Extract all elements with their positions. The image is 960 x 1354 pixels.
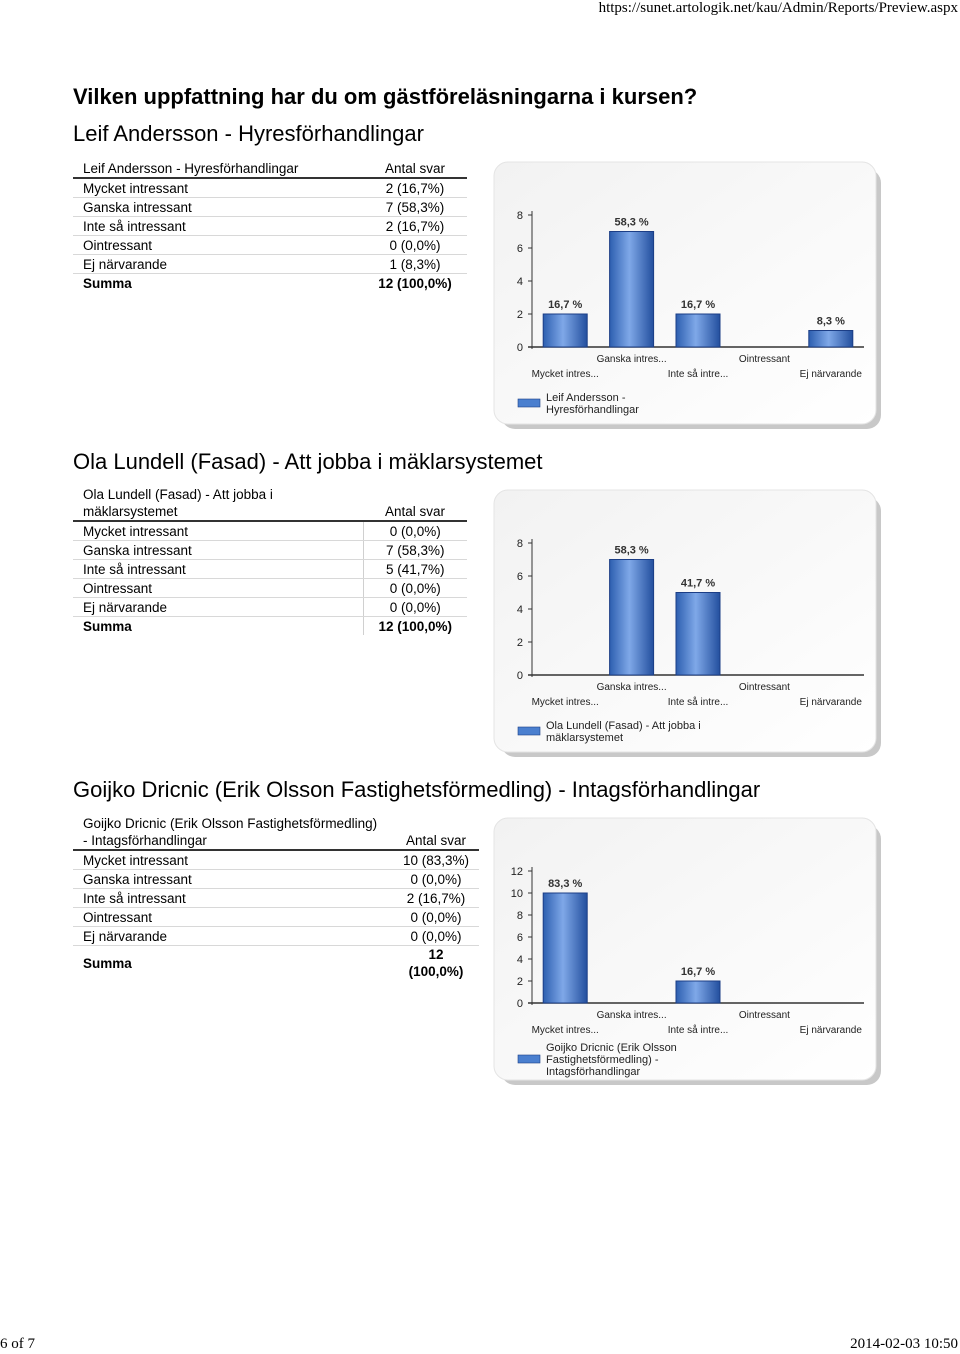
legend-label: Ola Lundell (Fasad) - Att jobba i mäklarsystemet bbox=[546, 720, 701, 744]
sum-row: Summa 12 (100,0%) bbox=[83, 275, 452, 291]
section-2-title: Ola Lundell (Fasad) - Att jobba i mäklarsystemet bbox=[73, 449, 543, 474]
sum-row: Summa 12 (100,0%) bbox=[73, 617, 467, 636]
legend-swatch bbox=[518, 399, 540, 407]
section-1-chart bbox=[492, 160, 884, 432]
data-label: 58,3 % bbox=[614, 544, 649, 557]
section-3-title: Goijko Dricnic (Erik Olsson Fastighetsförmedling) - Intagsförhandlingar bbox=[73, 777, 761, 802]
y-tick-label: 0 bbox=[516, 670, 523, 682]
table-row: Ointressant 0 (0,0%) bbox=[73, 579, 467, 598]
y-tick-label: 6 bbox=[516, 243, 523, 255]
data-label: 16,7 % bbox=[680, 966, 716, 978]
category-label: Inte så intre... bbox=[667, 1025, 729, 1036]
section-1-title: Leif Andersson - Hyresförhandlingar bbox=[73, 121, 424, 146]
section-3-chart bbox=[492, 816, 884, 1088]
bar-chart bbox=[492, 160, 884, 432]
category-label: Mycket intres... bbox=[531, 369, 599, 380]
table-row: Mycket intressant 0 (0,0%) bbox=[73, 521, 467, 541]
y-tick-label: 4 bbox=[516, 276, 523, 288]
table-header: Ola Lundell (Fasad) - Att jobba i mäklarsystemet bbox=[73, 486, 363, 521]
data-label: 16,7 % bbox=[680, 299, 716, 311]
bar bbox=[676, 981, 720, 1003]
count-header: Antal svar bbox=[393, 815, 479, 850]
data-label: 58,3 % bbox=[614, 216, 649, 229]
table-row: Ganska intressant 0 (0,0%) bbox=[73, 870, 479, 889]
y-tick-label: 4 bbox=[516, 604, 523, 616]
table-row: Inte så intressant 5 (41,7%) bbox=[73, 560, 467, 579]
category-label: Ganska intres... bbox=[596, 682, 667, 693]
section-3-table bbox=[73, 815, 479, 980]
category-label: Ej närvarande bbox=[799, 697, 862, 708]
legend-label: Leif Andersson -Hyresförhandlingar bbox=[546, 392, 639, 416]
section-2-chart bbox=[492, 488, 884, 760]
bar bbox=[676, 314, 720, 347]
category-label: Ointressant bbox=[738, 354, 790, 365]
data-label: 83,3 % bbox=[548, 878, 583, 890]
bar bbox=[610, 560, 654, 676]
table-row: Inte så intressant 2 (16,7%) bbox=[73, 889, 479, 908]
table-row: Mycket intressant 10 (83,3%) bbox=[73, 850, 479, 870]
y-tick-label: 2 bbox=[516, 309, 523, 321]
category-label: Ointressant bbox=[738, 682, 790, 693]
y-tick-label: 6 bbox=[516, 932, 523, 944]
question-title: Vilken uppfattning har du om gästföreläsningarna i kursen? bbox=[73, 84, 698, 109]
table-row: Ej närvarande 1 (8,3%) bbox=[73, 255, 467, 274]
sum-row: Summa 12 (100,0%) bbox=[83, 947, 464, 979]
y-tick-label: 0 bbox=[516, 998, 523, 1010]
category-label: Ganska intres... bbox=[596, 1010, 667, 1021]
bar bbox=[676, 593, 720, 676]
print-timestamp: 2014-02-03 10:50 bbox=[850, 1336, 958, 1352]
data-label: 41,7 % bbox=[680, 577, 716, 590]
y-tick-label: 12 bbox=[510, 866, 523, 878]
count-header: Antal svar bbox=[363, 159, 467, 178]
table-row: Ganska intressant 7 (58,3%) bbox=[73, 198, 467, 217]
table-row: Ganska intressant 7 (58,3%) bbox=[73, 541, 467, 560]
table-row: Ej närvarande 0 (0,0%) bbox=[73, 927, 479, 946]
category-label: Inte så intre... bbox=[667, 369, 729, 380]
y-tick-label: 10 bbox=[510, 888, 523, 900]
y-tick-label: 2 bbox=[516, 976, 523, 988]
data-label: 8,3 % bbox=[816, 315, 845, 328]
chart-frame bbox=[494, 162, 876, 424]
section-2-table bbox=[73, 486, 467, 635]
table-header: Goijko Dricnic (Erik Olsson Fastighetsförmedling) - Intagsförhandlingar bbox=[73, 815, 393, 850]
legend-swatch bbox=[518, 727, 540, 735]
data-label: 16,7 % bbox=[548, 299, 583, 311]
y-tick-label: 4 bbox=[516, 954, 523, 966]
y-tick-label: 8 bbox=[516, 910, 523, 922]
table-row: Mycket intressant 2 (16,7%) bbox=[73, 178, 467, 198]
category-label: Inte så intre... bbox=[667, 697, 729, 708]
bar bbox=[543, 314, 587, 347]
count-header: Antal svar bbox=[363, 486, 467, 521]
table-row: Ej närvarande 0 (0,0%) bbox=[73, 598, 467, 617]
legend-swatch bbox=[518, 1055, 540, 1063]
table-row: Ointressant 0 (0,0%) bbox=[73, 236, 467, 255]
bar-chart bbox=[492, 488, 884, 760]
bar-chart bbox=[492, 816, 884, 1088]
page-number: 6 of 7 bbox=[0, 1336, 35, 1352]
y-tick-label: 6 bbox=[516, 571, 523, 583]
y-tick-label: 2 bbox=[516, 637, 523, 649]
table-header: Leif Andersson - Hyresförhandlingar bbox=[73, 159, 363, 178]
category-label: Ointressant bbox=[738, 1010, 790, 1021]
y-tick-label: 8 bbox=[516, 538, 523, 550]
table-row: Ointressant 0 (0,0%) bbox=[73, 908, 479, 927]
category-label: Mycket intres... bbox=[531, 697, 599, 708]
bar bbox=[543, 893, 587, 1003]
category-label: Ganska intres... bbox=[596, 354, 667, 365]
category-label: Ej närvarande bbox=[799, 369, 862, 380]
y-tick-label: 8 bbox=[516, 210, 523, 222]
header-url: https://sunet.artologik.net/kau/Admin/Reports/Preview.aspx bbox=[598, 0, 958, 16]
category-label: Mycket intres... bbox=[531, 1025, 599, 1036]
section-1-table bbox=[73, 159, 467, 292]
legend-label: Goijko Dricnic (Erik Olsson Fastighetsförmedling) -Intagsförhandlingar bbox=[546, 1042, 677, 1078]
category-label: Ej närvarande bbox=[799, 1025, 862, 1036]
bar bbox=[610, 232, 654, 348]
bar bbox=[809, 331, 853, 348]
table-row: Inte så intressant 2 (16,7%) bbox=[73, 217, 467, 236]
y-tick-label: 0 bbox=[516, 342, 523, 354]
